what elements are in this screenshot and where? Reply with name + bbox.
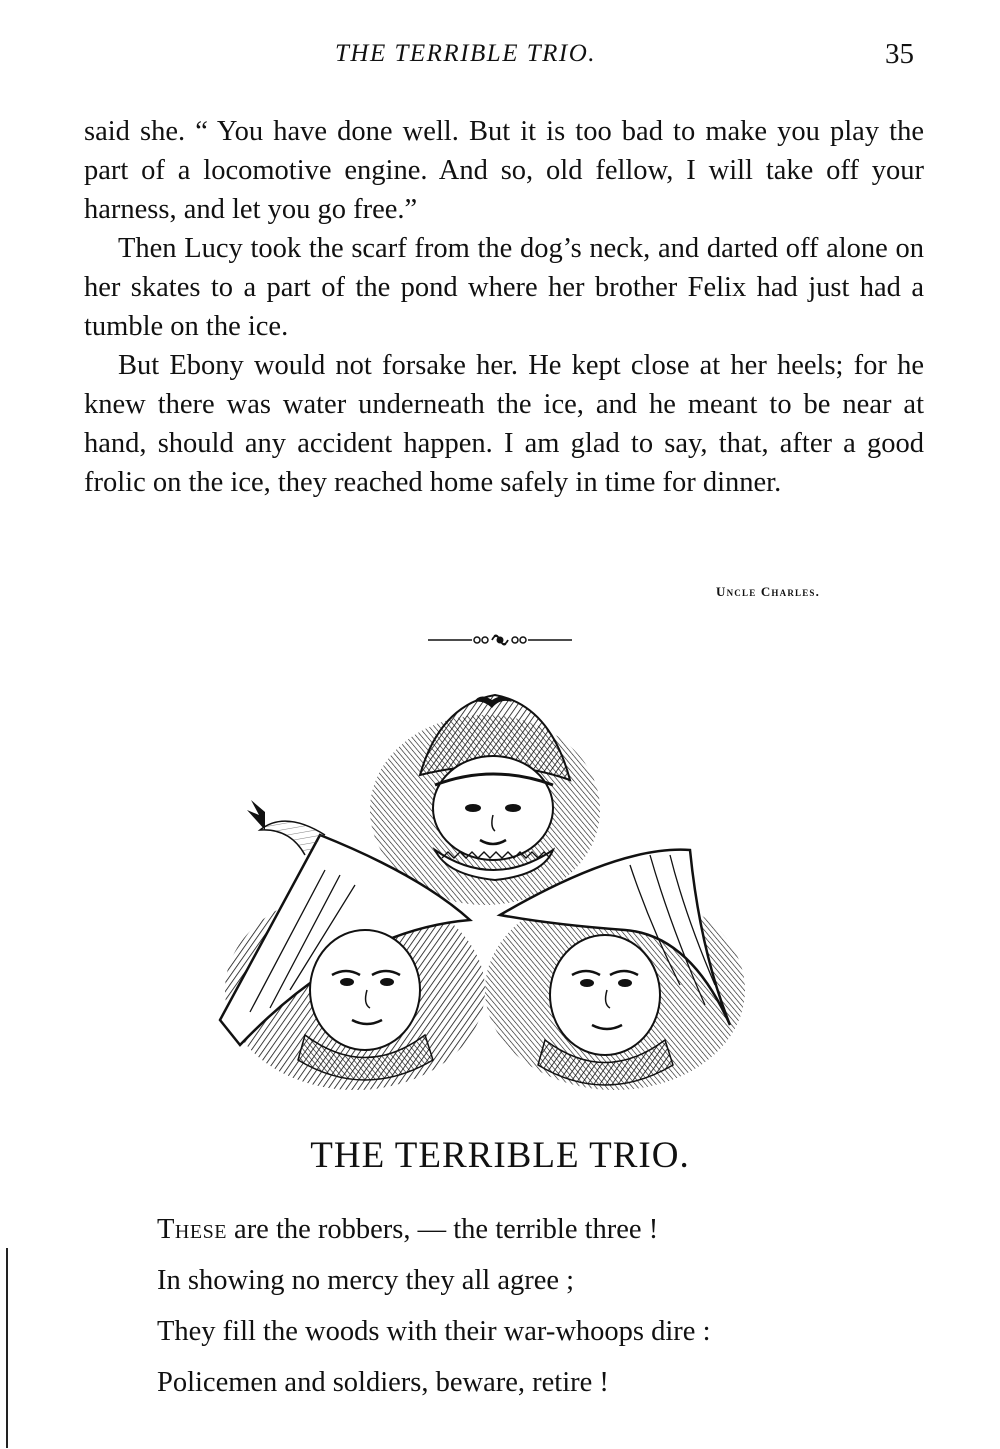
section-divider-ornament-icon [428, 630, 572, 650]
poem-lead-word: These [157, 1214, 227, 1245]
poem-line-text: are the robbers, — the terrible three ! [226, 1214, 659, 1245]
poem-line [157, 1259, 917, 1310]
story-paragraph: said she. “ You have done well. But it is too bad to make you play the part of a locomotive engine. And so, old fellow, I will take off your harness, and let you go free.” [84, 116, 924, 225]
poem-line-text: Policemen and soldiers, beware, retire ! [157, 1367, 609, 1398]
poem-line [157, 1361, 917, 1412]
author-signature: Uncle Charles. [716, 584, 821, 599]
poem-line [157, 1310, 917, 1361]
terrible-trio-illustration [210, 690, 770, 1100]
page-number: 35 [885, 38, 914, 70]
poem-line-text: They fill the woods with their war-whoops dire : [157, 1316, 711, 1347]
poem-line-text: In showing no mercy they all agree ; [157, 1265, 575, 1296]
story-text [84, 112, 924, 502]
poem-title: THE TERRIBLE TRIO. [310, 1135, 690, 1176]
running-title: THE TERRIBLE TRIO. [335, 40, 597, 67]
poem-line [157, 1208, 917, 1259]
margin-rule [6, 1248, 8, 1448]
poem-stanza [157, 1208, 917, 1412]
story-paragraph: Then Lucy took the scarf from the dog’s neck, and darted off alone on her skates to a part of the pond where her brother Felix had just had a tumble on the ice. [84, 233, 924, 342]
running-head [0, 38, 1000, 78]
story-paragraph: But Ebony would not forsake her. He kept close at her heels; for he knew there was water underneath the ice, and he meant to be near at hand, should any accident happen. I am glad to say, that, after a good frolic on the ice, they reached home safely in time for dinner. [84, 350, 924, 498]
